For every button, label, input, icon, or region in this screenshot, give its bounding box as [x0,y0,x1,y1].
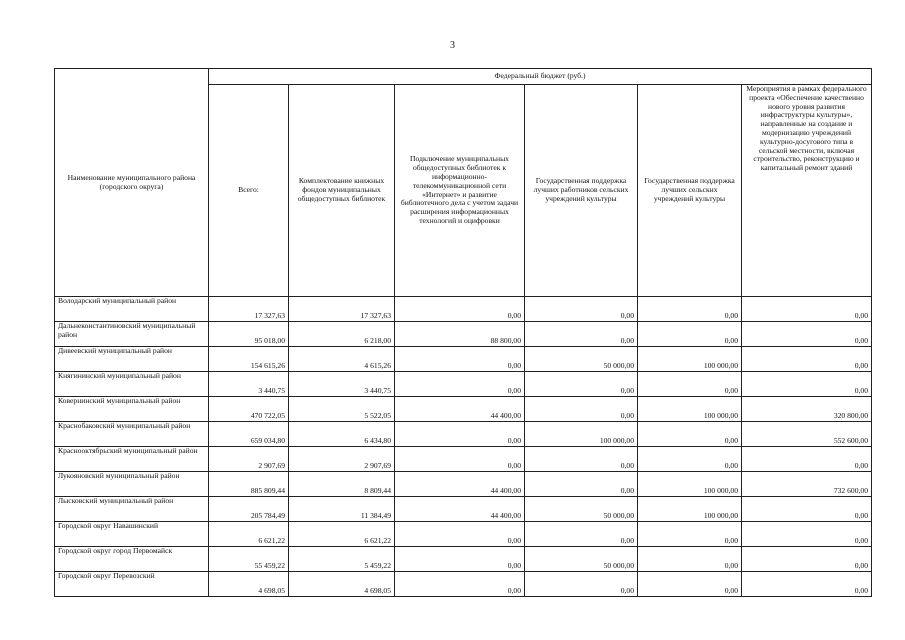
value-cell: 4 698,05 [209,572,289,597]
header-total: Всего: [209,85,289,297]
value-cell: 0,00 [638,322,742,347]
district-name-cell: Володарский муниципальный район [55,297,209,322]
value-cell: 100 000,00 [638,347,742,372]
value-cell: 0,00 [525,447,638,472]
value-cell: 44 400,00 [395,397,525,422]
district-name-cell: Лысковский муниципальный район [55,497,209,522]
table-row [55,322,872,347]
value-cell: 6 434,80 [289,422,395,447]
value-cell: 0,00 [742,447,872,472]
table-row [55,522,872,547]
value-cell: 2 907,69 [289,447,395,472]
value-cell: 95 018,00 [209,322,289,347]
header-internet-connection: Подключение муниципальных общедоступных библиотек к информационно-телекоммуникационной сети «Интернет» и развитие библиотечного дела с учетом задачи расширения информационных технологий и оцифровки [395,85,525,297]
value-cell: 0,00 [742,322,872,347]
value-cell: 0,00 [525,397,638,422]
value-cell: 55 459,22 [209,547,289,572]
value-cell: 50 000,00 [525,497,638,522]
value-cell: 0,00 [742,572,872,597]
value-cell: 17 327,63 [209,297,289,322]
value-cell: 0,00 [395,372,525,397]
value-cell: 100 000,00 [638,397,742,422]
value-cell: 0,00 [395,297,525,322]
table-row [55,297,872,322]
value-cell: 4 615,26 [289,347,395,372]
value-cell: 50 000,00 [525,347,638,372]
district-name-cell: Краснооктябрьский муниципальный район [55,447,209,472]
district-name-cell: Лукояновский муниципальный район [55,472,209,497]
value-cell: 470 722,05 [209,397,289,422]
table-row [55,447,872,472]
value-cell: 0,00 [525,322,638,347]
value-cell: 0,00 [395,422,525,447]
value-cell: 154 615,26 [209,347,289,372]
table-row [55,497,872,522]
table-row [55,372,872,397]
district-name-cell: Городской округ город Первомайск [55,547,209,572]
table-row [55,572,872,597]
district-name-cell: Дальнеконстантиновский муниципальный район [55,322,209,347]
value-cell: 0,00 [525,522,638,547]
value-cell: 0,00 [525,572,638,597]
header-book-funds: Комплектование книжных фондов муниципальных общедоступных библиотек [289,85,395,297]
value-cell: 0,00 [742,522,872,547]
value-cell: 205 784,49 [209,497,289,522]
value-cell: 0,00 [525,372,638,397]
value-cell: 0,00 [395,347,525,372]
value-cell: 44 400,00 [395,472,525,497]
value-cell: 8 809,44 [289,472,395,497]
table-row [55,422,872,447]
value-cell: 0,00 [638,547,742,572]
value-cell: 732 600,00 [742,472,872,497]
page-number: 3 [450,40,455,51]
value-cell: 100 000,00 [638,497,742,522]
value-cell: 0,00 [742,347,872,372]
value-cell: 0,00 [638,372,742,397]
value-cell: 0,00 [742,547,872,572]
value-cell: 2 907,69 [209,447,289,472]
value-cell: 0,00 [395,522,525,547]
value-cell: 6 621,22 [209,522,289,547]
value-cell: 885 809,44 [209,472,289,497]
value-cell: 3 440,75 [289,372,395,397]
header-federal-budget: Федеральный бюджет (руб.) [209,69,872,85]
table-row [55,472,872,497]
district-name-cell: Дивеевский муниципальный район [55,347,209,372]
value-cell: 0,00 [742,297,872,322]
value-cell: 0,00 [395,572,525,597]
header-support-institutions: Государственная поддержка лучших сельских учреждений культуры [638,85,742,297]
district-name-cell: Княгининский муниципальный район [55,372,209,397]
header-district-name: Наименование муниципального района (городского округа) [55,69,209,297]
value-cell: 0,00 [638,447,742,472]
value-cell: 0,00 [638,297,742,322]
value-cell: 0,00 [638,522,742,547]
value-cell: 44 400,00 [395,497,525,522]
table-row [55,347,872,372]
value-cell: 6 621,22 [289,522,395,547]
district-name-cell: Городской округ Навашинский [55,522,209,547]
value-cell: 100 000,00 [525,422,638,447]
value-cell: 0,00 [395,447,525,472]
table-row [55,547,872,572]
value-cell: 17 327,63 [289,297,395,322]
federal-budget-table [54,68,872,597]
value-cell: 50 000,00 [525,547,638,572]
value-cell: 552 600,00 [742,422,872,447]
value-cell: 3 440,75 [209,372,289,397]
value-cell: 0,00 [638,422,742,447]
value-cell: 659 034,80 [209,422,289,447]
value-cell: 0,00 [395,547,525,572]
district-name-cell: Краснобаковский муниципальный район [55,422,209,447]
value-cell: 0,00 [638,572,742,597]
table-body [55,297,872,597]
value-cell: 320 800,00 [742,397,872,422]
value-cell: 88 800,00 [395,322,525,347]
value-cell: 11 384,49 [289,497,395,522]
value-cell: 0,00 [525,472,638,497]
value-cell: 0,00 [525,297,638,322]
value-cell: 100 000,00 [638,472,742,497]
district-name-cell: Ковернинский муниципальный район [55,397,209,422]
value-cell: 0,00 [742,372,872,397]
value-cell: 5 459,22 [289,547,395,572]
value-cell: 6 218,00 [289,322,395,347]
value-cell: 5 522,05 [289,397,395,422]
district-name-cell: Городской округ Перевозский [55,572,209,597]
header-culture-infrastructure: Мероприятия в рамках федерального проекта «Обеспечение качественно нового уровня развития инфраструктуры культуры», направленные на создание и модернизацию учреждений культурно-досугового типа в сельской местности, включая строительство, реконструкцию и капитальный ремонт зданий [742,85,872,297]
value-cell: 4 698,05 [289,572,395,597]
table-row [55,397,872,422]
header-support-workers: Государственная поддержка лучших работников сельских учреждений культуры [525,85,638,297]
value-cell: 0,00 [742,497,872,522]
